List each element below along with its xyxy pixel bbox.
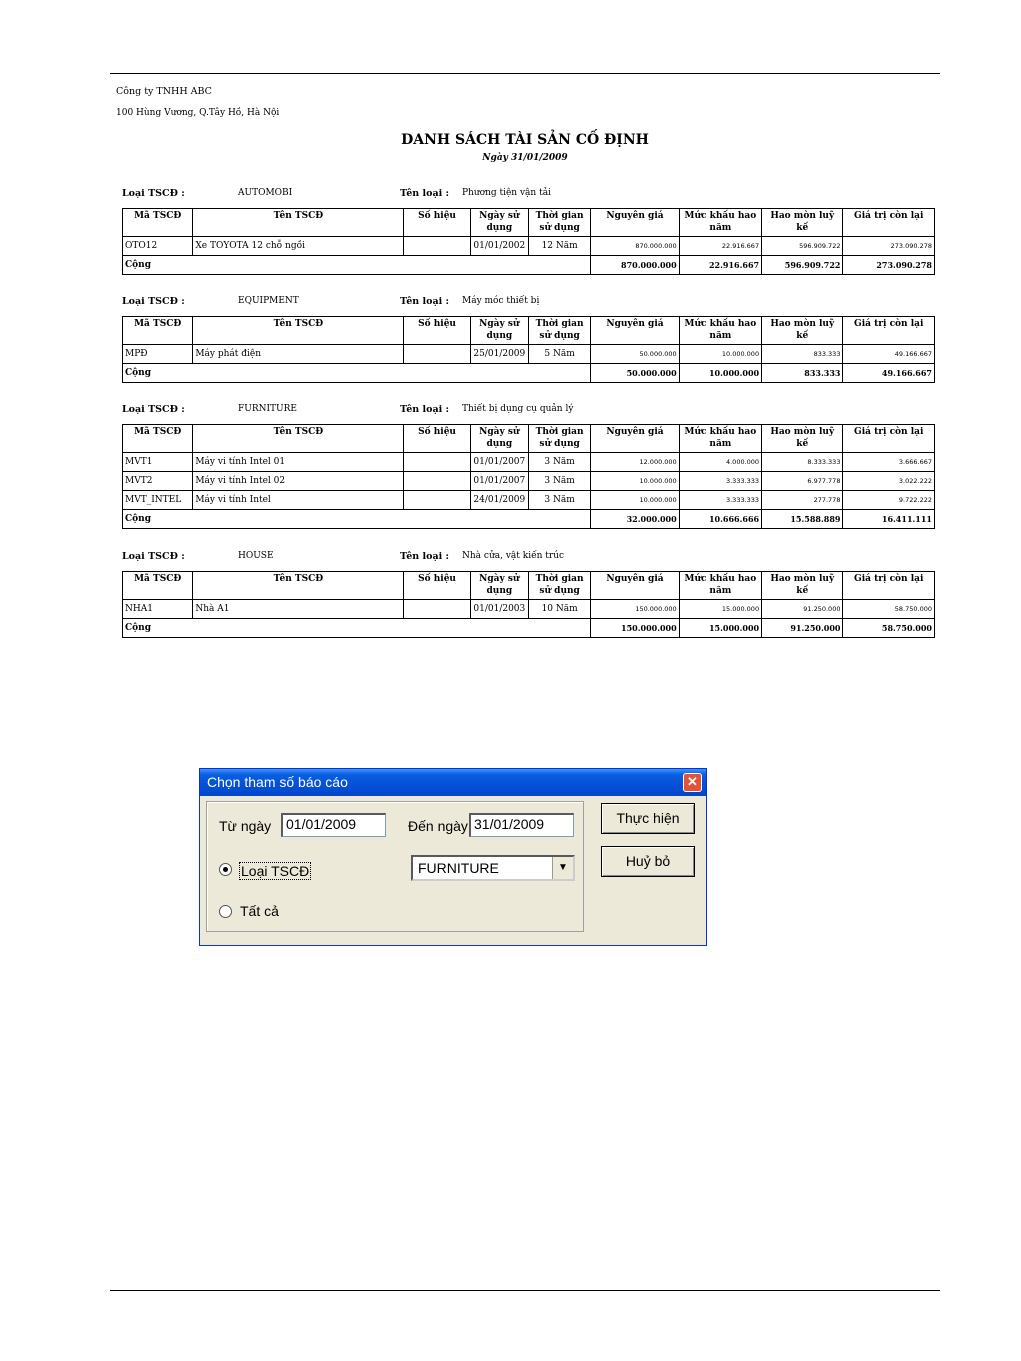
table-cell: 50.000.000 <box>591 345 679 364</box>
company-address: 100 Hùng Vương, Q.Tây Hồ, Hà Nội <box>116 108 280 118</box>
column-header: Hao mòn luỹ kế <box>762 209 843 237</box>
asset-table <box>122 424 935 529</box>
asset-table <box>122 571 935 638</box>
table-cell: MVT1 <box>123 453 193 472</box>
table-cell <box>404 600 470 619</box>
column-header: Số hiệu <box>404 317 470 345</box>
column-header: Thời gian sử dụng <box>528 425 590 453</box>
table-cell: 24/01/2009 <box>470 491 528 510</box>
column-header: Nguyên giá <box>591 572 679 600</box>
table-cell <box>404 491 470 510</box>
table-cell: 49.166.667 <box>843 345 935 364</box>
table-cell: Máy vi tính Intel <box>193 491 404 510</box>
group-code: HOUSE <box>238 551 274 561</box>
report-date: Ngày 31/01/2009 <box>482 153 568 163</box>
table-cell: 01/01/2007 <box>470 453 528 472</box>
radio-type-label[interactable]: Loại TSCĐ <box>241 863 310 879</box>
group-code: AUTOMOBI <box>238 188 293 198</box>
report-title: DANH SÁCH TÀI SẢN CỐ ĐỊNH <box>401 132 649 148</box>
column-header: Số hiệu <box>404 572 470 600</box>
table-cell: 01/01/2002 <box>470 237 528 256</box>
table-cell: Nhà A1 <box>193 600 404 619</box>
column-header: Giá trị còn lại <box>843 209 935 237</box>
table-cell: 12 Năm <box>528 237 590 256</box>
report-page <box>114 80 936 642</box>
table-cell: OTO12 <box>123 237 193 256</box>
table-cell: 10.000.000 <box>679 345 761 364</box>
table-cell: Máy vi tính Intel 01 <box>193 453 404 472</box>
total-cell: 91.250.000 <box>762 619 843 638</box>
cancel-button[interactable]: Huỷ bỏ <box>601 846 695 877</box>
total-cell: 10.666.666 <box>679 510 761 529</box>
column-header: Mã TSCĐ <box>123 425 193 453</box>
column-header: Nguyên giá <box>591 317 679 345</box>
table-header-row <box>123 572 935 600</box>
dialog-title: Chọn tham số báo cáo <box>207 774 348 790</box>
total-cell: 15.588.889 <box>762 510 843 529</box>
close-icon[interactable]: ✕ <box>683 773 702 792</box>
radio-type[interactable] <box>219 863 232 876</box>
total-cell: 49.166.667 <box>843 364 935 383</box>
type-name: Thiết bị dụng cụ quản lý <box>462 404 574 414</box>
type-label: Tên loại : <box>400 188 450 199</box>
table-cell: 596.909.722 <box>762 237 843 256</box>
footer-rule <box>110 1290 940 1291</box>
table-cell: 3 Năm <box>528 491 590 510</box>
chevron-down-icon[interactable]: ▼ <box>552 857 573 879</box>
type-label: Tên loại : <box>400 404 450 415</box>
column-header: Ngày sử dụng <box>470 317 528 345</box>
company-name: Công ty TNHH ABC <box>116 86 212 97</box>
table-cell: 3.333.333 <box>679 491 761 510</box>
asset-table <box>122 208 935 275</box>
table-row <box>123 237 935 256</box>
table-cell: 3.022.222 <box>843 472 935 491</box>
total-cell: 22.916.667 <box>679 256 761 275</box>
radio-all[interactable] <box>219 905 232 918</box>
type-name: Máy móc thiết bị <box>462 296 540 306</box>
column-header: Hao mòn luỹ kế <box>762 317 843 345</box>
total-row <box>123 256 935 275</box>
group-label: Loại TSCĐ : <box>122 404 185 415</box>
table-cell <box>404 237 470 256</box>
column-header: Thời gian sử dụng <box>528 572 590 600</box>
column-header: Nguyên giá <box>591 209 679 237</box>
to-date-input[interactable]: 31/01/2009 <box>469 813 574 837</box>
table-header-row <box>123 209 935 237</box>
column-header: Thời gian sử dụng <box>528 209 590 237</box>
table-cell: 4.000.000 <box>679 453 761 472</box>
column-header: Tên TSCĐ <box>193 209 404 237</box>
table-row <box>123 491 935 510</box>
table-cell: 150.000.000 <box>591 600 679 619</box>
params-group <box>206 801 584 932</box>
table-cell: 3.666.667 <box>843 453 935 472</box>
table-cell: 3.333.333 <box>679 472 761 491</box>
total-cell: 833.333 <box>762 364 843 383</box>
column-header: Thời gian sử dụng <box>528 317 590 345</box>
total-label: Cộng <box>123 510 591 529</box>
column-header: Giá trị còn lại <box>843 317 935 345</box>
table-cell: 273.090.278 <box>843 237 935 256</box>
table-cell: 6.977.778 <box>762 472 843 491</box>
column-header: Nguyên giá <box>591 425 679 453</box>
header-rule <box>110 73 940 74</box>
total-cell: 273.090.278 <box>843 256 935 275</box>
table-cell: 9.722.222 <box>843 491 935 510</box>
table-cell <box>404 453 470 472</box>
table-cell: Máy vi tính Intel 02 <box>193 472 404 491</box>
report-params-dialog <box>199 768 707 946</box>
table-cell: 12.000.000 <box>591 453 679 472</box>
table-header-row <box>123 425 935 453</box>
table-cell: 58.750.000 <box>843 600 935 619</box>
table-cell: 91.250.000 <box>762 600 843 619</box>
asset-table <box>122 316 935 383</box>
total-row <box>123 510 935 529</box>
column-header: Mức khấu hao năm <box>679 209 761 237</box>
column-header: Hao mòn luỹ kế <box>762 572 843 600</box>
table-row <box>123 345 935 364</box>
total-cell: 870.000.000 <box>591 256 679 275</box>
column-header: Ngày sử dụng <box>470 209 528 237</box>
table-cell: 01/01/2007 <box>470 472 528 491</box>
table-row <box>123 472 935 491</box>
table-cell: MVT2 <box>123 472 193 491</box>
group-label: Loại TSCĐ : <box>122 188 185 199</box>
total-cell: 150.000.000 <box>591 619 679 638</box>
table-cell: NHA1 <box>123 600 193 619</box>
table-header-row <box>123 317 935 345</box>
total-cell: 50.000.000 <box>591 364 679 383</box>
group-code: EQUIPMENT <box>238 296 299 306</box>
table-cell: 10.000.000 <box>591 491 679 510</box>
column-header: Hao mòn luỹ kế <box>762 425 843 453</box>
table-row <box>123 453 935 472</box>
table-cell: 01/01/2003 <box>470 600 528 619</box>
radio-all-label[interactable]: Tất cả <box>240 903 279 919</box>
table-cell: 833.333 <box>762 345 843 364</box>
total-row <box>123 364 935 383</box>
from-date-input[interactable]: 01/01/2009 <box>281 813 386 837</box>
column-header: Tên TSCĐ <box>193 572 404 600</box>
table-cell: 8.333.333 <box>762 453 843 472</box>
total-cell: 15.000.000 <box>679 619 761 638</box>
total-label: Cộng <box>123 256 591 275</box>
column-header: Mã TSCĐ <box>123 317 193 345</box>
group-label: Loại TSCĐ : <box>122 296 185 307</box>
table-cell: Máy phát điện <box>193 345 404 364</box>
table-cell: 22.916.667 <box>679 237 761 256</box>
type-select[interactable] <box>411 855 575 881</box>
column-header: Ngày sử dụng <box>470 425 528 453</box>
table-row <box>123 600 935 619</box>
column-header: Giá trị còn lại <box>843 425 935 453</box>
column-header: Mức khấu hao năm <box>679 572 761 600</box>
to-date-label: Đến ngày <box>408 818 468 834</box>
table-cell: MPĐ <box>123 345 193 364</box>
execute-button[interactable]: Thực hiện <box>601 803 695 834</box>
column-header: Tên TSCĐ <box>193 425 404 453</box>
total-cell: 58.750.000 <box>843 619 935 638</box>
group-label: Loại TSCĐ : <box>122 551 185 562</box>
radio-selected-dot <box>223 867 228 872</box>
total-label: Cộng <box>123 364 591 383</box>
table-cell: 3 Năm <box>528 453 590 472</box>
group-code: FURNITURE <box>238 404 297 414</box>
table-cell: Xe TOYOTA 12 chỗ ngồi <box>193 237 404 256</box>
column-header: Số hiệu <box>404 425 470 453</box>
from-date-label: Từ ngày <box>219 818 272 834</box>
table-cell <box>404 345 470 364</box>
total-row <box>123 619 935 638</box>
total-cell: 10.000.000 <box>679 364 761 383</box>
table-cell: 3 Năm <box>528 472 590 491</box>
column-header: Mã TSCĐ <box>123 572 193 600</box>
column-header: Mã TSCĐ <box>123 209 193 237</box>
dialog-title-bar[interactable] <box>200 769 706 796</box>
total-label: Cộng <box>123 619 591 638</box>
total-cell: 16.411.111 <box>843 510 935 529</box>
table-cell: 277.778 <box>762 491 843 510</box>
type-name: Phương tiện vận tải <box>462 188 551 198</box>
total-cell: 32.000.000 <box>591 510 679 529</box>
column-header: Giá trị còn lại <box>843 572 935 600</box>
table-cell: 10 Năm <box>528 600 590 619</box>
column-header: Mức khấu hao năm <box>679 425 761 453</box>
column-header: Ngày sử dụng <box>470 572 528 600</box>
total-cell: 596.909.722 <box>762 256 843 275</box>
table-cell <box>404 472 470 491</box>
column-header: Mức khấu hao năm <box>679 317 761 345</box>
column-header: Số hiệu <box>404 209 470 237</box>
type-name: Nhà cửa, vật kiến trúc <box>462 551 565 561</box>
table-cell: 25/01/2009 <box>470 345 528 364</box>
table-cell: MVT_INTEL <box>123 491 193 510</box>
table-cell: 870.000.000 <box>591 237 679 256</box>
table-cell: 10.000.000 <box>591 472 679 491</box>
type-label: Tên loại : <box>400 296 450 307</box>
table-cell: 5 Năm <box>528 345 590 364</box>
table-cell: 15.000.000 <box>679 600 761 619</box>
column-header: Tên TSCĐ <box>193 317 404 345</box>
type-select-value: FURNITURE <box>418 860 499 876</box>
type-label: Tên loại : <box>400 551 450 562</box>
